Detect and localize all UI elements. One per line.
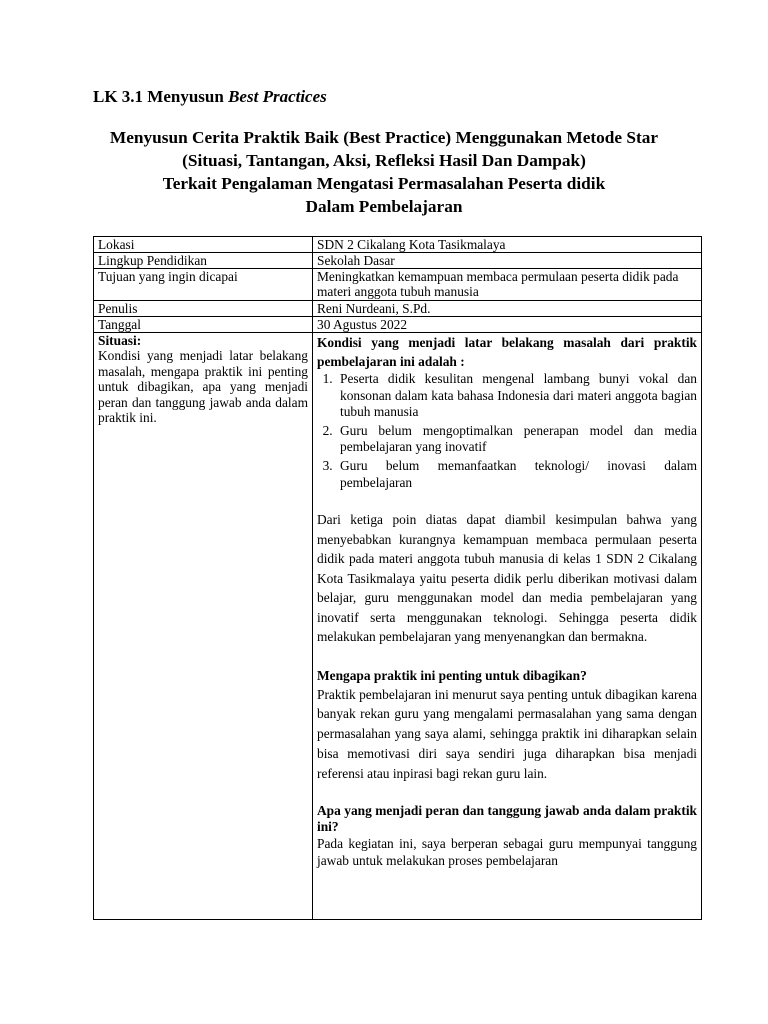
row-label: Lokasi: [94, 237, 313, 253]
document-title: [60, 126, 708, 218]
role-paragraph: Pada kegiatan ini, saya berperan sebagai guru mempunyai tanggung jawab untuk melakukan proses pembelajaran: [317, 835, 697, 869]
role-heading: Apa yang menjadi peran dan tanggung jawab anda dalam praktik ini?: [317, 802, 697, 834]
worksheet-title: [93, 86, 327, 108]
document-title-line: Terkait Pengalaman Mengatasi Permasalahan Peserta didik: [162, 174, 606, 193]
worksheet-title-italic: Best Practices: [228, 87, 327, 106]
row-value: Sekolah Dasar: [313, 253, 702, 269]
problem-list: [317, 371, 697, 491]
list-item: 1. Peserta didik kesulitan mengenal lambang bunyi vokal dan konsonan dalam kata bahasa Indonesia dari materi anggota bagian tubuh manusia: [336, 371, 697, 421]
row-label: Lingkup Pendidikan: [94, 253, 313, 269]
table-row: [94, 237, 702, 253]
situasi-description-cell: [94, 333, 313, 920]
best-practice-table: [93, 236, 702, 920]
table-row: [94, 269, 702, 301]
row-value: 30 Agustus 2022: [313, 317, 702, 333]
document-title-line: Menyusun Cerita Praktik Baik (Best Practice) Menggunakan Metode Star: [109, 128, 659, 147]
document-title-line: Dalam Pembelajaran: [305, 197, 463, 216]
why-paragraph: Praktik pembelajaran ini menurut saya penting untuk dibagikan karena banyak rekan guru yang mengalami permasalahan yang sama dengan permasalahan yang saya alami, sehingga praktik ini diharapkan selain bisa memotivasi diri saya sendiri juga diharapkan bisa menjadi referensi atau inpirasi bagi rekan guru lain.: [317, 686, 697, 781]
row-label: Tanggal: [94, 317, 313, 333]
document-title-line: (Situasi, Tantangan, Aksi, Refleksi Hasil Dan Dampak): [182, 151, 586, 170]
situasi-label: Situasi:: [98, 333, 142, 348]
situasi-content-cell: [313, 333, 702, 920]
worksheet-title-prefix: LK 3.1 Menyusun: [93, 87, 229, 106]
situasi-description: Kondisi yang menjadi latar belakang masalah, mengapa praktik ini penting untuk dibagikan, apa yang menjadi peran dan tanggung jawab anda dalam praktik ini.: [98, 348, 308, 425]
why-heading: Mengapa praktik ini penting untuk dibagikan?: [317, 667, 587, 683]
situasi-row: [94, 333, 702, 920]
row-label: Tujuan yang ingin dicapai: [94, 269, 313, 301]
table-row: [94, 317, 702, 333]
row-value: Meningkatkan kemampuan membaca permulaan peserta didik pada materi anggota tubuh manusia: [313, 269, 702, 301]
row-value: Reni Nurdeani, S.Pd.: [313, 301, 702, 317]
table-row: [94, 301, 702, 317]
row-label: Penulis: [94, 301, 313, 317]
row-value: SDN 2 Cikalang Kota Tasikmalaya: [313, 237, 702, 253]
list-item: 3. Guru belum memanfaatkan teknologi/ inovasi dalam pembelajaran: [336, 458, 697, 491]
table-row: [94, 253, 702, 269]
conclusion-paragraph: Dari ketiga poin diatas dapat diambil kesimpulan bahwa yang menyebabkan kurangnya kemampuan membaca permulaan peserta didik pada materi anggota tubuh manusia di kelas 1 SDN 2 Cikalang Kota Tasikmalaya yaitu peserta didik perlu diberikan motivasi dalam belajar, guru menggunakan model dan media pembelajaran yang inovatif serta menggunakan teknologi. Sehingga peserta didik melakukan pembelajaran yang menyenangkan dan bermakna.: [317, 512, 697, 645]
list-item: 2. Guru belum mengoptimalkan penerapan model dan media pembelajaran yang inovatif: [336, 423, 697, 456]
background-heading: Kondisi yang menjadi latar belakang masalah dari praktik pembelajaran ini adalah :: [317, 335, 697, 369]
